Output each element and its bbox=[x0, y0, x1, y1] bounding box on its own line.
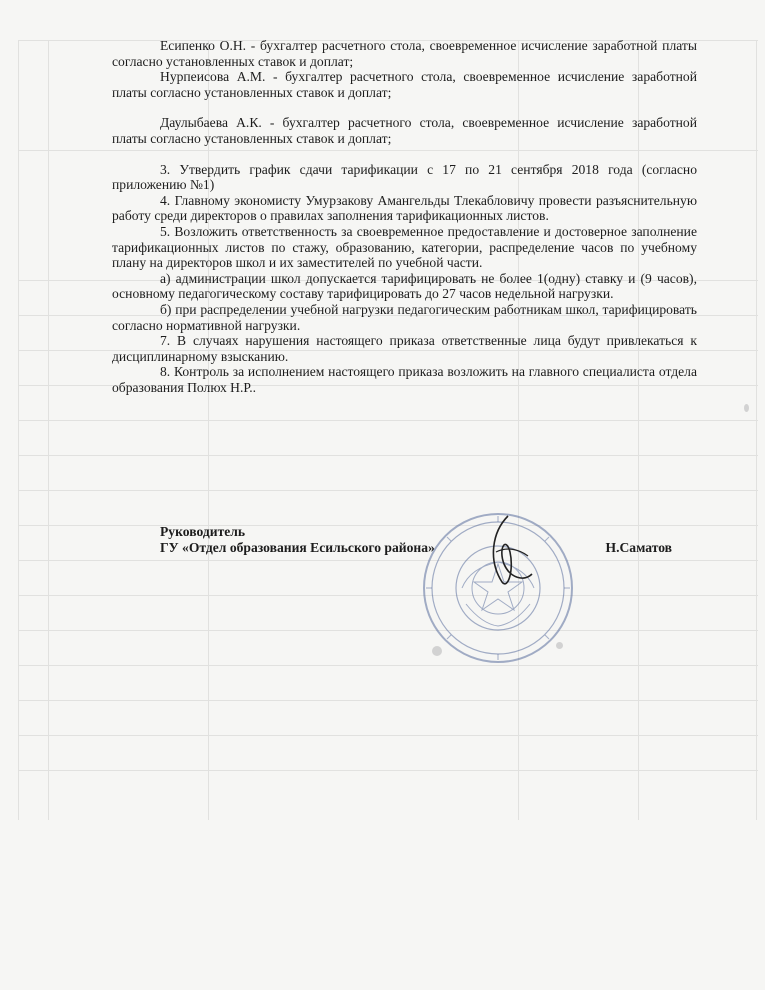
signatory-name: Н.Саматов bbox=[605, 540, 672, 555]
paragraph-item-5: 5. Возложить ответственность за своевременное предоставление и достоверное заполнение тарификационных листов по стажу, образованию, категории, распределение часов по учебному плану на директоров школ и их заместителей по учебной части. bbox=[112, 223, 697, 271]
ink-spot bbox=[432, 646, 442, 656]
paragraph-item-8: 8. Контроль за исполнением настоящего приказа возложить на главного специалиста отдела образования Полюх Н.Р.. bbox=[112, 364, 697, 395]
signature-title-line1: Руководитель bbox=[160, 524, 246, 539]
paragraph-item-5b: б) при распределении учебной нагрузки педагогическим работникам школ, тарифицировать согласно нормативной нагрузки. bbox=[112, 301, 697, 333]
paragraph-item-7: 7. В случаях нарушения настоящего приказа ответственные лица будут привлекаться к дисциплинарному взысканию. bbox=[112, 333, 697, 364]
paragraph-item-4: 4. Главному экономисту Умурзакову Амангельды Тлекабловичу провести разъяснительную работу среди директоров о правилах заполнения тарификационных листов. bbox=[112, 192, 697, 224]
paragraph-item-3: 3. Утвердить график сдачи тарификации с 17 по 21 сентября 2018 года (согласно приложению №1) bbox=[112, 161, 697, 193]
paragraph-item-5a: а) администрации школ допускается тарифицировать не более 1(одну) ставку и (9 часов), основному педагогическому составу тарифицировать до 27 часов недельной нагрузки. bbox=[112, 270, 697, 302]
ink-spot bbox=[744, 404, 749, 412]
paragraph-esipenko: Есипенко О.Н. - бухгалтер расчетного стола, своевременное исчисление заработной платы согласно установленных ставок и доплат; bbox=[112, 38, 697, 69]
document-body bbox=[112, 38, 697, 395]
signature-title-line2: ГУ «Отдел образования Есильского района» bbox=[160, 540, 435, 555]
paragraph-daulybaeva: Даулыбаева А.К. - бухгалтер расчетного стола, своевременное исчисление заработной платы согласно установленных ставок и доплат; bbox=[112, 115, 697, 146]
ink-spot bbox=[556, 642, 563, 649]
paragraph-nurpeisova: Нурпеисова А.М. - бухгалтер расчетного стола, своевременное исчисление заработной платы согласно установленных ставок и доплат; bbox=[112, 69, 697, 100]
handwritten-signature-icon bbox=[478, 512, 538, 592]
